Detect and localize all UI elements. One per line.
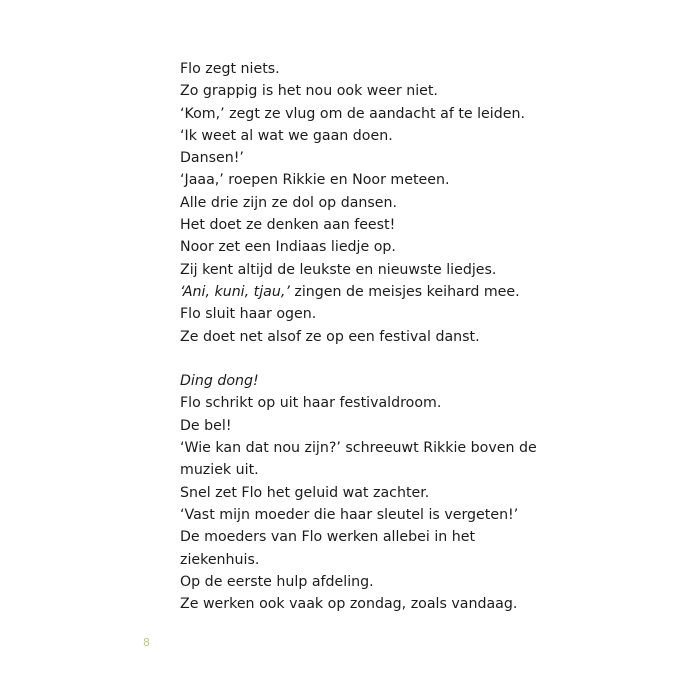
italic-phrase: ‘Ani, kuni, tjau,’ (180, 283, 290, 300)
text-line: De bel! (180, 417, 232, 434)
text-line: Zij kent altijd de leukste en nieuwste liedjes. (180, 261, 497, 278)
paragraph-gap (180, 348, 660, 370)
text-line: ‘Jaaa,’ roepen Rikkie en Noor meteen. (180, 172, 450, 189)
text-line: ‘Vast mijn moeder die haar sleutel is vergeten!’ (180, 506, 519, 523)
story-text (180, 58, 660, 615)
text-line: Flo zegt niets. (180, 61, 280, 77)
text-line: muziek uit. (180, 462, 259, 479)
italic-phrase: Ding dong! (180, 373, 259, 390)
text-line: ‘Wie kan dat nou zijn?’ schreeuwt Rikkie boven de (180, 440, 537, 457)
text-line: ziekenhuis. (180, 551, 260, 568)
text-line: Noor zet een Indiaas liedje op. (180, 239, 396, 256)
text-line: Ze werken ook vaak op zondag, zoals vandaag. (180, 596, 518, 613)
text-line: ‘Ik weet al wat we gaan doen. (180, 127, 393, 144)
text-line: Alle drie zijn ze dol op dansen. (180, 194, 398, 211)
text-line: Ze doet net alsof ze op een festival danst. (180, 328, 480, 345)
text-line: Het doet ze denken aan feest! (180, 217, 396, 234)
text-line: Flo sluit haar ogen. (180, 306, 317, 323)
text-line: Snel zet Flo het geluid wat zachter. (180, 484, 430, 501)
text-line: Zo grappig is het nou ook weer niet. (180, 83, 438, 100)
text-line (180, 370, 660, 392)
line-rest: zingen de meisjes keihard mee. (289, 283, 520, 300)
text-line: Flo schrikt op uit haar festivaldroom. (180, 395, 442, 412)
text-line: ‘Kom,’ zegt ze vlug om de aandacht af te leiden. (180, 105, 525, 122)
text-line (180, 281, 660, 303)
page-number: 8 (143, 636, 150, 649)
text-line: Op de eerste hulp afdeling. (180, 573, 374, 590)
text-line: Dansen!’ (180, 150, 244, 167)
text-line: De moeders van Flo werken allebei in het (180, 529, 476, 546)
